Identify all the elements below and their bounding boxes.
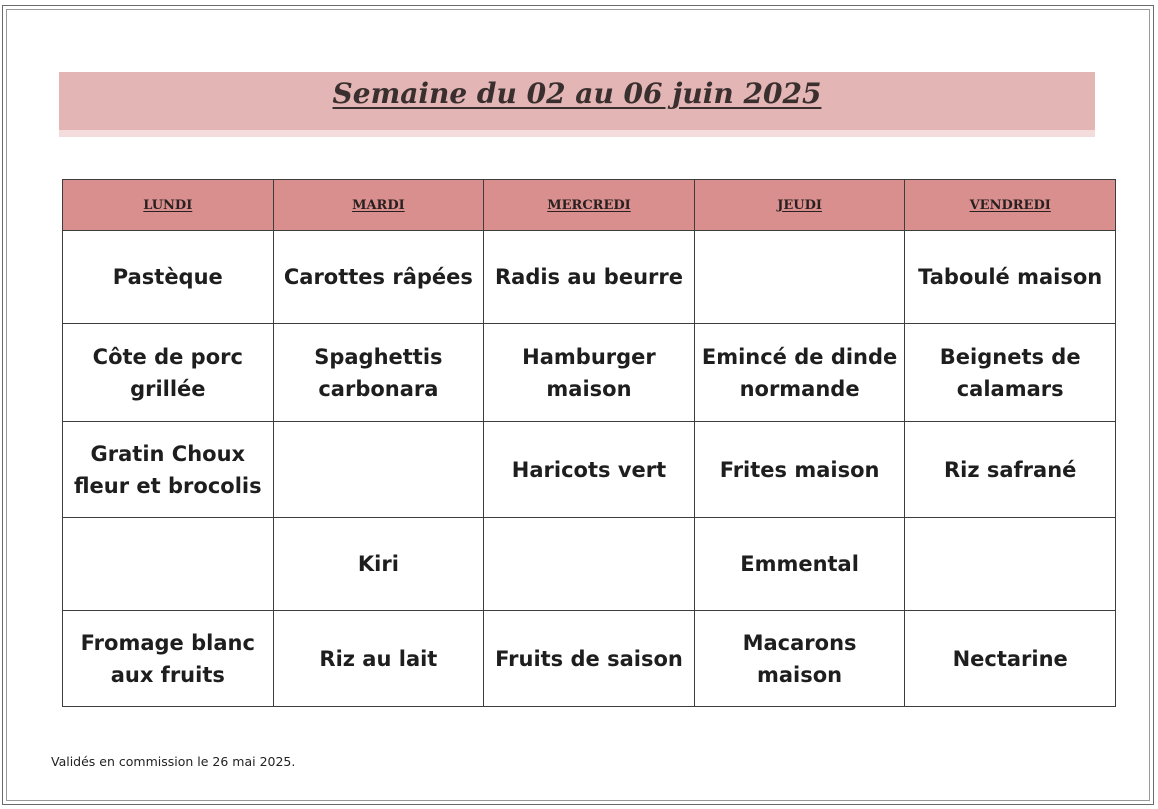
menu-cell: Côte de porc grillée [63,324,274,422]
page-title: Semaine du 02 au 06 juin 2025 [332,77,822,110]
menu-cell: Hamburger maison [484,324,695,422]
menu-row-main [63,324,1116,422]
menu-cell: Macarons maison [694,611,905,707]
menu-cell: Emmental [694,518,905,611]
weekly-menu-table [62,179,1116,707]
title-banner [59,72,1095,130]
validation-note: Validés en commission le 26 mai 2025. [51,754,296,769]
menu-cell: Fromage blanc aux fruits [63,611,274,707]
day-header-jeudi: JEUDI [694,180,905,231]
menu-cell: Riz safrané [905,422,1116,518]
menu-cell: Emincé de dinde normande [694,324,905,422]
menu-cell [905,518,1116,611]
menu-cell: Beignets de calamars [905,324,1116,422]
menu-cell: Carottes râpées [273,231,484,324]
day-header-row [63,180,1116,231]
menu-cell: Spaghettis carbonara [273,324,484,422]
menu-row-side [63,422,1116,518]
day-header-vendredi: VENDREDI [905,180,1116,231]
menu-row-cheese [63,518,1116,611]
menu-cell: Frites maison [694,422,905,518]
menu-cell: Gratin Choux fleur et brocolis [63,422,274,518]
menu-cell: Taboulé maison [905,231,1116,324]
menu-row-starter [63,231,1116,324]
menu-cell: Nectarine [905,611,1116,707]
menu-row-dessert [63,611,1116,707]
menu-cell [484,518,695,611]
menu-cell: Riz au lait [273,611,484,707]
menu-cell: Radis au beurre [484,231,695,324]
menu-cell: Kiri [273,518,484,611]
menu-cell: Pastèque [63,231,274,324]
menu-cell: Haricots vert [484,422,695,518]
day-header-mardi: MARDI [273,180,484,231]
menu-cell [63,518,274,611]
menu-cell: Fruits de saison [484,611,695,707]
day-header-mercredi: MERCREDI [484,180,695,231]
menu-cell [273,422,484,518]
day-header-lundi: LUNDI [63,180,274,231]
menu-cell [694,231,905,324]
